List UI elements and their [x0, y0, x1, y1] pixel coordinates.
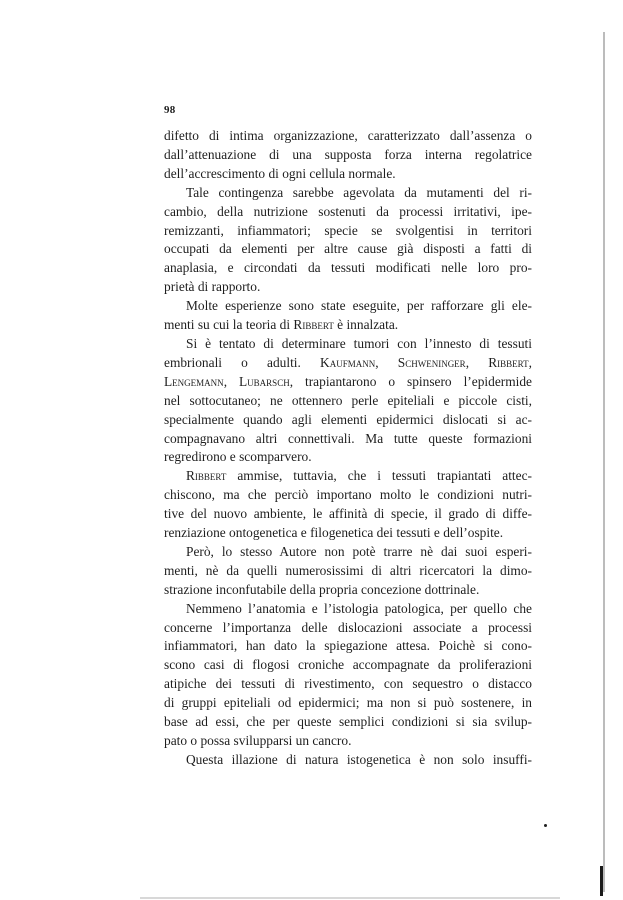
- text-line: anaplasia, e circondati da tessuti modificati nelle loro pro-: [164, 260, 532, 276]
- text-line: base ad essi, che per queste semplici condizioni si sia svilup-: [164, 714, 532, 730]
- text-line: prietà di rapporto.: [164, 279, 261, 295]
- text-line: infiammatori, han dato la spiegazione attesa. Poichè si cono-: [164, 638, 532, 654]
- bottom-edge-shadow: [140, 897, 560, 899]
- text-line: Molte esperienze sono state eseguite, per rafforzare gli ele-: [186, 298, 532, 314]
- text-line: tive del nuovo ambiente, le affinità di specie, il grado di diffe-: [164, 506, 532, 522]
- text-line: Si è tentato di determinare tumori con l’innesto di tessuti: [186, 335, 532, 351]
- text-line: embrionali o adulti. Kaufmann, Schweninger, Ribbert,: [164, 354, 532, 370]
- text-line: specialmente quando agli elementi epidermici dislocati si ac-: [164, 411, 532, 427]
- text-line: Nemmeno l’anatomia e l’istologia patologica, per quello che: [186, 600, 532, 616]
- text-line: Tale contingenza sarebbe agevolata da mutamenti del ri-: [186, 184, 532, 200]
- author-name: Ribbert: [488, 354, 529, 370]
- text-line: scono casi di flogosi croniche accompagnate da proliferazioni: [164, 657, 532, 673]
- page-number: 98: [164, 104, 176, 116]
- page-edge-mark: [600, 866, 603, 896]
- text-line: compagnavano altri connettivali. Ma tutte queste formazioni: [164, 430, 532, 446]
- text-line: cambio, della nutrizione sostenuti da processi irritativi, ipe-: [164, 203, 532, 219]
- author-name: Schweninger: [397, 354, 466, 370]
- text-line: di gruppi epiteliali od epidermici; ma non si può sostenere, in: [164, 695, 532, 711]
- text-line: Lengemann, Lubarsch, trapiantarono o spinsero l’epidermide: [164, 373, 532, 389]
- text-line: nel sottocutaneo; ne ottennero perle epiteliali e piccole cisti,: [164, 392, 532, 408]
- text-line: pato o possa svilupparsi un cancro.: [164, 733, 352, 748]
- text-line: difetto di intima organizzazione, caratterizzato dall’assenza o: [164, 128, 532, 143]
- author-name: Kaufmann: [320, 354, 376, 370]
- text-line: renziazione ontogenetica e filogenetica dei tessuti e dell’ospite.: [164, 525, 504, 541]
- text-line: menti, nè da quelli numerosissimi di altri ricercatori la dimo-: [164, 562, 532, 578]
- text-line: chiscono, ma che perciò importano molto le condizioni nutri-: [164, 487, 532, 503]
- author-name: Ribbert: [293, 317, 334, 333]
- text-line: Però, lo stesso Autore non potè trarre nè dai suoi esperi-: [186, 543, 532, 559]
- text-line: occupati da elementi per altre cause già disposti a fatti di: [164, 241, 532, 257]
- scan-speck: [544, 824, 547, 827]
- text-line: dell’accrescimento di ogni cellula normale.: [164, 165, 396, 181]
- body-text: [164, 127, 532, 770]
- page-edge-shadow: [603, 32, 605, 892]
- text-line: Questa illazione di natura istogenetica è non solo insuffi-: [186, 751, 532, 767]
- author-name: Lubarsch: [239, 373, 290, 389]
- text-line: concerne l’importanza delle dislocazioni associate a processi: [164, 619, 532, 635]
- text-line: remizzanti, infiammatori; specie se svolgentisi in territori: [164, 222, 532, 238]
- text-line: strazione inconfutabile della propria concezione dottrinale.: [164, 581, 480, 597]
- text-line: regredirono e scomparvero.: [164, 449, 312, 465]
- text-line: menti su cui la teoria di Ribbert è innalzata.: [164, 317, 399, 333]
- text-line: Ribbert ammise, tuttavia, che i tessuti trapiantati attec-: [186, 468, 532, 484]
- text-line: atipiche dei tessuti di rivestimento, con sequestro o distacco: [164, 676, 532, 692]
- text-line: dall’attenuazione di una supposta forza interna regolatrice: [164, 146, 532, 162]
- author-name: Ribbert: [186, 468, 227, 484]
- author-name: Lengemann: [164, 373, 224, 389]
